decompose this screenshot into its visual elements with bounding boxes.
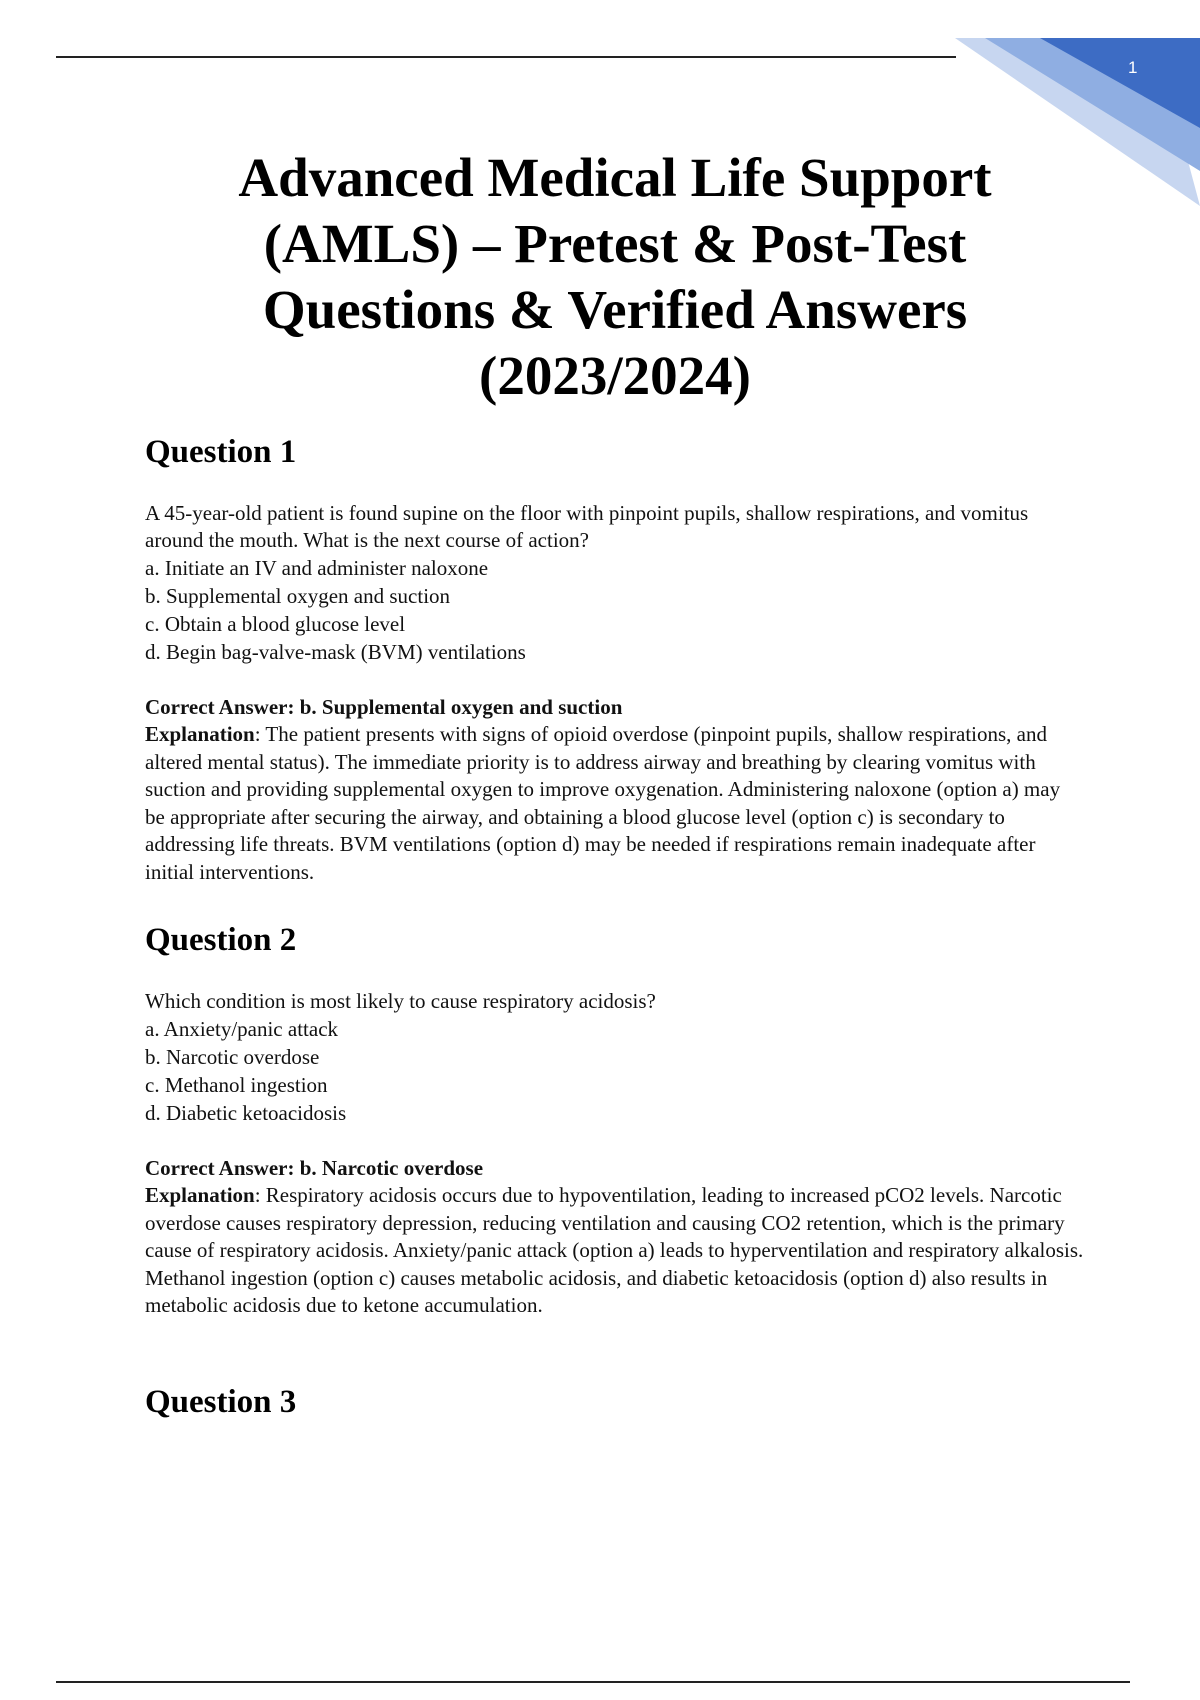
option-d: d. Diabetic ketoacidosis [145, 1101, 347, 1125]
explanation [145, 1182, 1085, 1320]
option-c: c. Methanol ingestion [145, 1073, 328, 1097]
footer-rule [56, 1681, 1130, 1683]
explanation-text: : The patient presents with signs of opioid overdose (pinpoint pupils, shallow respirations, and altered mental status). The immediate priority is to address airway and breathing by clearing vomitus with suction and providing supplemental oxygen to improve oxygenation. Administering naloxone (option a) may be appropriate after securing the airway, and obtaining a blood glucose level (option c) is secondary to addressing life threats. BVM ventilations (option d) may be needed if respirations remain inadequate after initial interventions. [145, 722, 1061, 884]
explanation-label: Explanation [145, 722, 255, 746]
question-2-section [145, 920, 1085, 1320]
option-b: b. Supplemental oxygen and suction [145, 584, 451, 608]
document-title: Advanced Medical Life Support (AMLS) – Pretest & Post-Test Questions & Verified Answers (2023/2024) [238, 147, 992, 406]
answer-options [145, 554, 1085, 666]
explanation-text: : Respiratory acidosis occurs due to hypoventilation, leading to increased pCO2 levels. Narcotic overdose causes respiratory depression, reducing ventilation and causing CO2 retention, which is the primary cause of respiratory acidosis. Anxiety/panic attack (option a) leads to hyperventilation and respiratory alkalosis. Methanol ingestion (option c) causes metabolic acidosis, and diabetic ketoacidosis (option d) also results in metabolic acidosis due to ketone accumulation. [145, 1183, 1084, 1317]
question-1-section [145, 432, 1085, 886]
option-d: d. Begin bag-valve-mask (BVM) ventilations [145, 640, 526, 664]
correct-answer: Correct Answer: b. Narcotic overdose [145, 1156, 484, 1180]
option-a: a. Initiate an IV and administer naloxone [145, 556, 489, 580]
answer-options [145, 1015, 1085, 1127]
option-b: b. Narcotic overdose [145, 1045, 320, 1069]
correct-answer: Correct Answer: b. Supplemental oxygen and suction [145, 695, 623, 719]
question-text: A 45-year-old patient is found supine on the floor with pinpoint pupils, shallow respirations, and vomitus around the mouth. What is the next course of action? [145, 501, 1029, 552]
option-a: a. Anxiety/panic attack [145, 1017, 339, 1041]
question-heading: Question 3 [145, 1384, 297, 1420]
page-number: 1 [1128, 58, 1138, 77]
question-heading: Question 2 [145, 922, 297, 958]
header-rule [56, 56, 956, 58]
question-3-section [145, 1382, 1085, 1422]
option-c: c. Obtain a blood glucose level [145, 612, 406, 636]
explanation-label: Explanation [145, 1183, 255, 1207]
question-text: Which condition is most likely to cause respiratory acidosis? [145, 989, 656, 1013]
question-heading: Question 1 [145, 434, 297, 470]
explanation [145, 721, 1085, 886]
